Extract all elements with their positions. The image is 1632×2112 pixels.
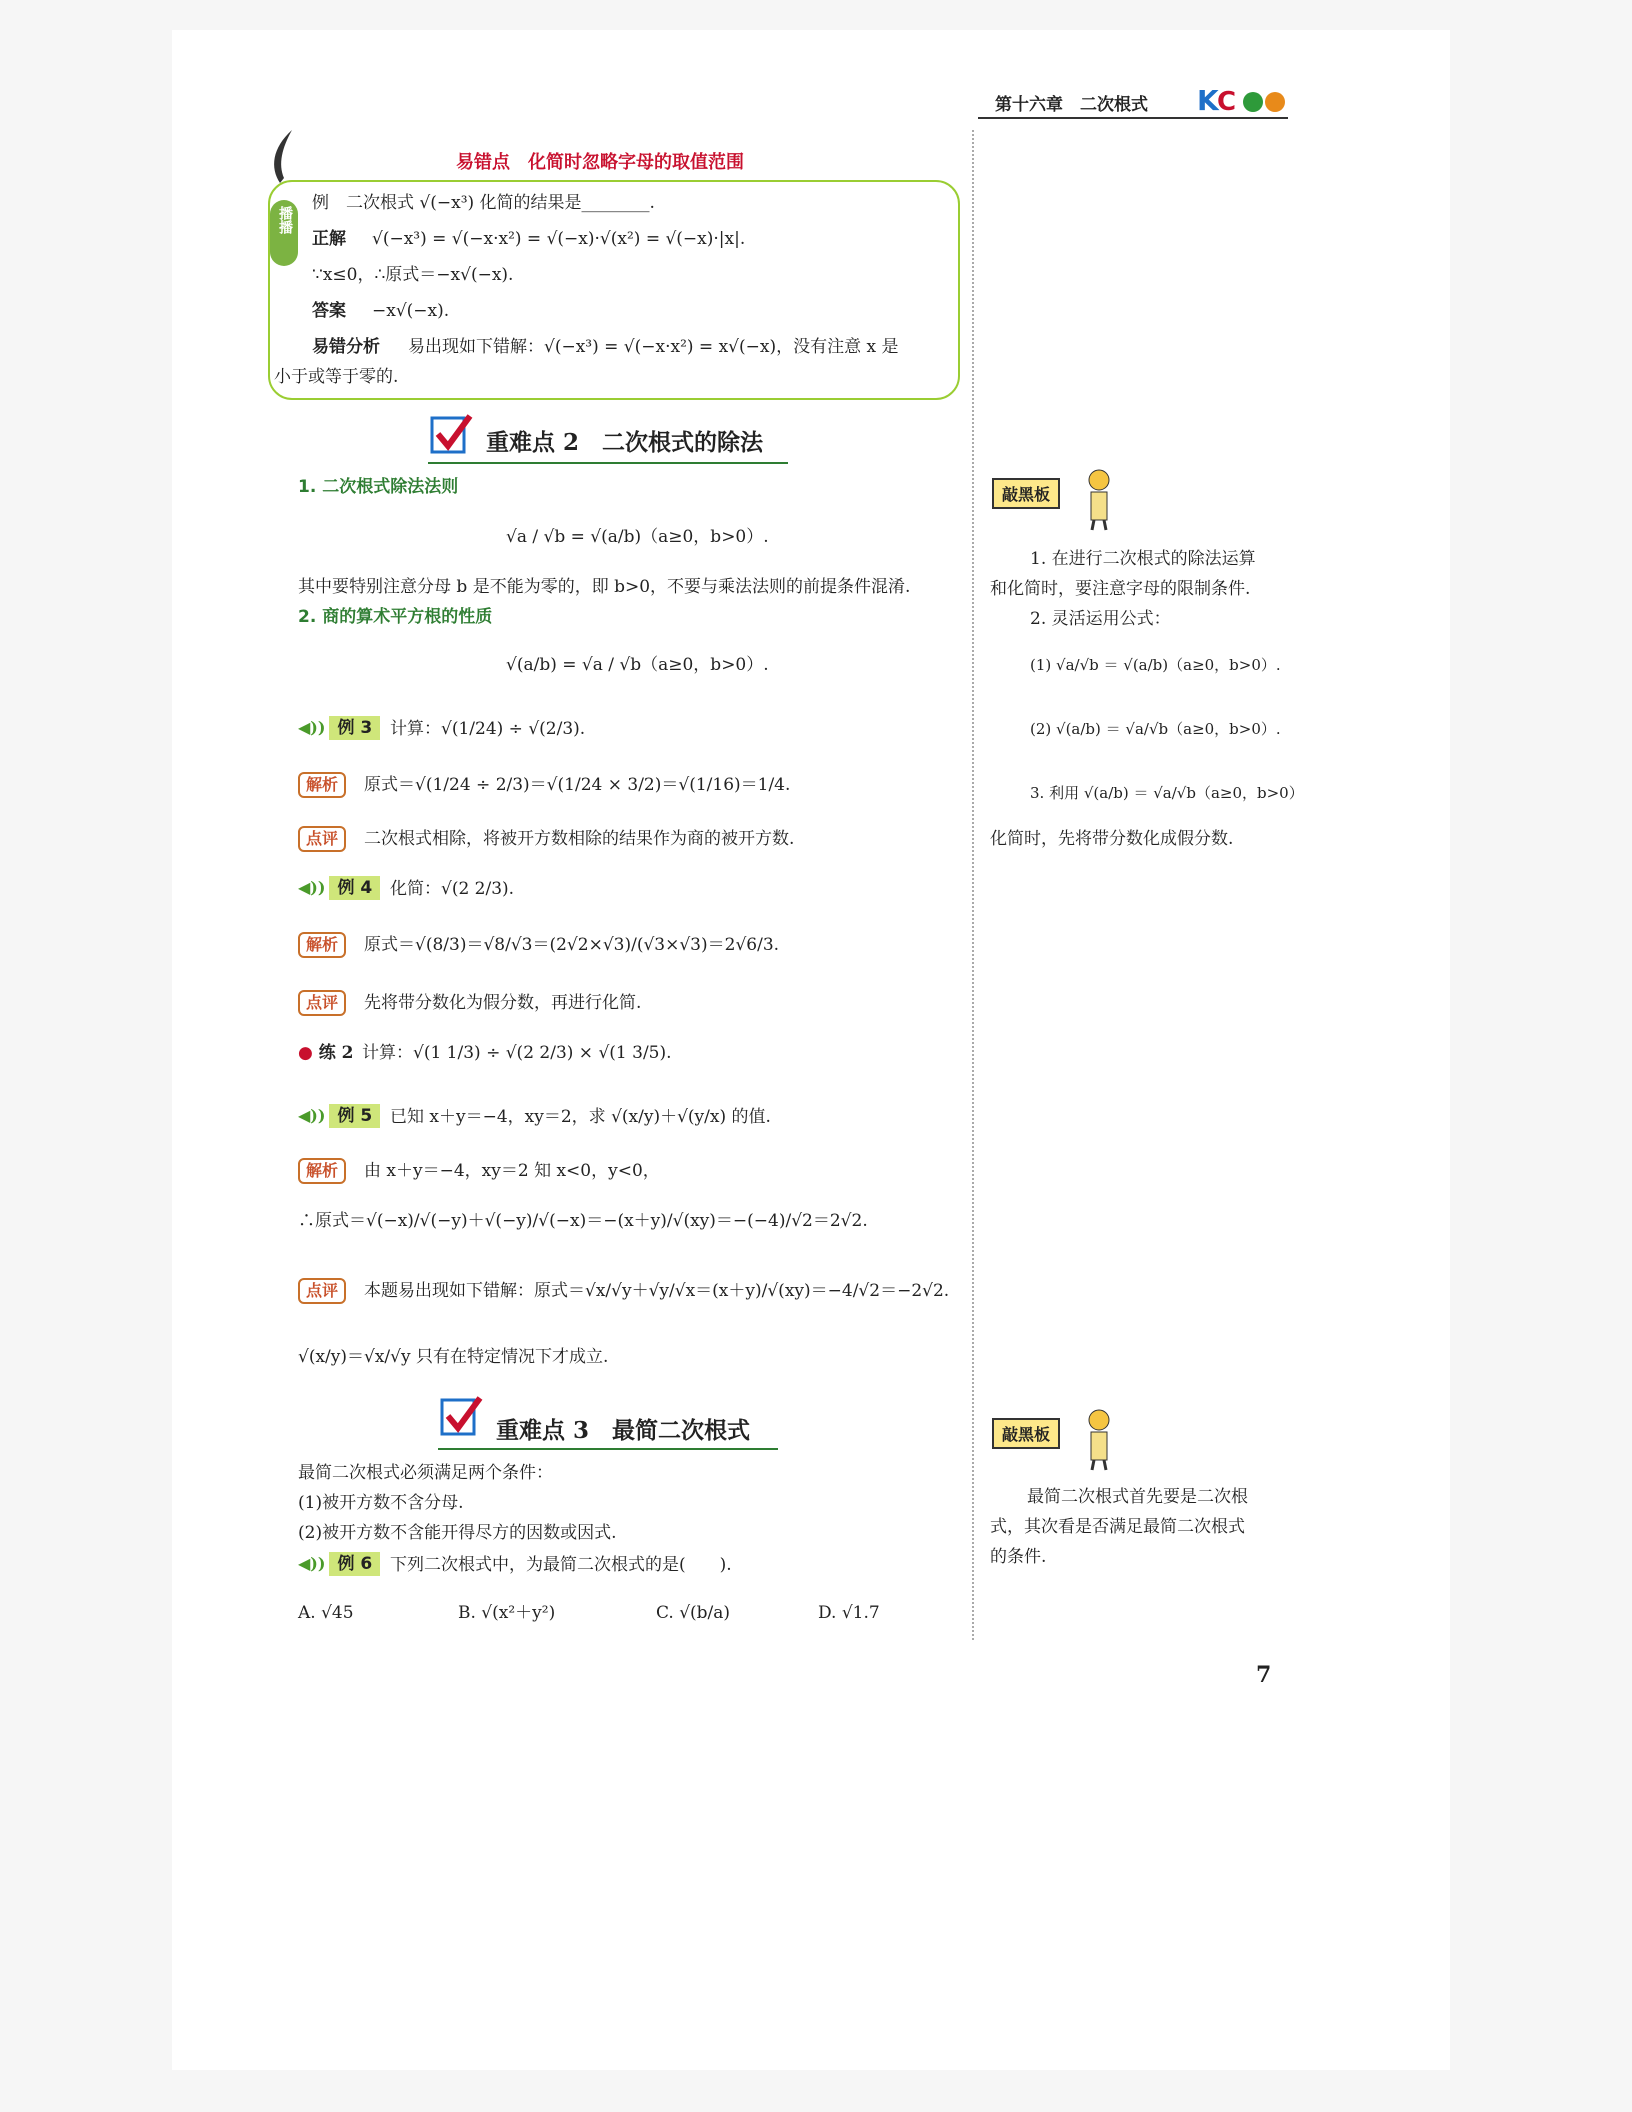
example3-solution: 原式＝√(1/24 ÷ 2/3)＝√(1/24 × 3/2)＝√(1/16)＝1/4.	[364, 775, 791, 795]
practice-marker	[298, 1040, 354, 1066]
sound-icon: ◀))	[298, 1554, 326, 1573]
example6-marker	[298, 1552, 380, 1576]
example5-solution-line1: 由 x＋y＝−4，xy＝2 知 x<0，y<0，	[364, 1161, 660, 1181]
example3-comment: 二次根式相除，将被开方数相除的结果作为商的被开方数.	[364, 829, 795, 849]
example4-comment: 先将带分数化为假分数，再进行化简.	[364, 993, 642, 1013]
example5-comment-cont: √(x/y)＝√x/√y 只有在特定情况下才成立.	[298, 1347, 609, 1367]
example3-text: 计算：√(1/24) ÷ √(2/3).	[390, 719, 586, 739]
sound-icon: ◀))	[298, 1106, 326, 1125]
example5-comment-tag: 点评	[298, 1278, 346, 1304]
rule2-formula: √(a/b) = √a / √b（a≥0，b>0）.	[506, 655, 769, 675]
blackboard-tag-2: 敲黑板	[992, 1418, 1060, 1449]
board1-formula1: (1) √a/√b ＝ √(a/b)（a≥0，b>0）.	[1030, 656, 1281, 674]
chapter-header: 第十六章 二次根式	[995, 95, 1148, 115]
answer-label: 答案	[312, 301, 346, 321]
section2-underline	[428, 462, 788, 464]
practice-text: 计算：√(1 1/3) ÷ √(2 2/3) × √(1 3/5).	[362, 1043, 672, 1063]
practice-label: 练 2	[318, 1043, 354, 1063]
board2-line2: 式，其次看是否满足最简二次根式	[990, 1517, 1245, 1537]
example4-text: 化简：√(2 2/3).	[390, 879, 515, 899]
example5-solution-tag: 解析	[298, 1158, 346, 1184]
board2-line3: 的条件.	[990, 1547, 1047, 1567]
solution-label: 正解	[312, 229, 346, 249]
sound-icon: ◀))	[298, 878, 326, 897]
series-logo	[1195, 82, 1291, 122]
option-b: B. √(x²＋y²)	[458, 1603, 556, 1623]
example5-label: 例 5	[329, 1104, 380, 1128]
example3-solution-tag: 解析	[298, 772, 346, 798]
section3-title: 重难点 3 最简二次根式	[496, 1417, 751, 1444]
analysis-text-cont: 小于或等于零的.	[274, 367, 399, 387]
example3-comment-tag: 点评	[298, 826, 346, 852]
example4-solution: 原式＝√(8/3)＝√8/√3＝(2√2×√3)/(√3×√3)＝2√6/3.	[364, 935, 780, 955]
example5-marker	[298, 1104, 380, 1128]
condition-1: (1)被开方数不含分母.	[298, 1493, 464, 1513]
blackboard-tag-1: 敲黑板	[992, 478, 1060, 509]
option-d: D. √1.7	[818, 1603, 880, 1623]
board1-point1-cont: 和化简时，要注意字母的限制条件.	[990, 579, 1251, 599]
option-a: A. √45	[298, 1603, 354, 1623]
example4-solution-tag: 解析	[298, 932, 346, 958]
section2-title: 重难点 2 二次根式的除法	[486, 429, 764, 456]
example3-label: 例 3	[329, 716, 380, 740]
section3-underline	[438, 1448, 778, 1450]
example5-solution-line2: ∴原式＝√(−x)/√(−y)＋√(−y)/√(−x)＝−(x＋y)/√(xy)＝−(−4)/√2＝2√2.	[298, 1211, 868, 1231]
board1-point1: 1. 在进行二次根式的除法运算	[1030, 549, 1256, 569]
teacher-icon	[1082, 1408, 1116, 1476]
rule2-heading: 2. 商的算术平方根的性质	[298, 607, 493, 627]
example6-text: 下列二次根式中，为最简二次根式的是( ).	[390, 1555, 732, 1575]
example5-comment: 本题易出现如下错解：原式＝√x/√y＋√y/√x＝(x＋y)/√(xy)＝−4/√2＝−2√2.	[364, 1281, 950, 1301]
example4-comment-tag: 点评	[298, 990, 346, 1016]
bobo-badge: 播播	[270, 200, 298, 266]
example4-label: 例 4	[329, 876, 380, 900]
svg-text:K: K	[1197, 84, 1219, 117]
example4-marker	[298, 876, 380, 900]
error-example: 例 二次根式 √(−x³) 化简的结果是________.	[312, 193, 655, 213]
checkmark-icon	[430, 412, 470, 452]
teacher-icon	[1082, 468, 1116, 536]
checkmark-icon	[440, 1394, 480, 1434]
column-divider	[972, 130, 974, 1640]
board1-formula2: (2) √(a/b) ＝ √a/√b（a≥0，b>0）.	[1030, 720, 1281, 738]
pin-icon: ●	[298, 1043, 313, 1063]
error-box-title: 易错点 化简时忽略字母的取值范围	[456, 152, 744, 173]
analysis-text: 易出现如下错解：√(−x³) = √(−x·x²) = x√(−x)，没有注意 x 是	[408, 337, 899, 357]
rule1-heading: 1. 二次根式除法法则	[298, 477, 459, 497]
solution-condition: ∵x≤0，∴原式＝−x√(−x).	[312, 265, 514, 285]
sound-icon: ◀))	[298, 718, 326, 737]
section3-intro: 最简二次根式必须满足两个条件：	[298, 1463, 553, 1483]
rule1-formula: √a / √b = √(a/b)（a≥0，b>0）.	[506, 527, 769, 547]
rule1-note: 其中要特别注意分母 b 是不能为零的，即 b>0，不要与乘法法则的前提条件混淆.	[298, 577, 911, 597]
solution-text: √(−x³) = √(−x·x²) = √(−x)·√(x²) = √(−x)·|x|.	[372, 229, 746, 249]
example3-marker	[298, 716, 380, 740]
board1-point3-cont: 化简时，先将带分数化成假分数.	[990, 829, 1234, 849]
answer-text: −x√(−x).	[372, 301, 450, 321]
condition-2: (2)被开方数不含能开得尽方的因数或因式.	[298, 1523, 617, 1543]
board1-point2: 2. 灵活运用公式：	[1030, 609, 1171, 629]
page-number: 7	[1256, 1662, 1272, 1688]
header-rule	[978, 117, 1288, 119]
example5-text: 已知 x＋y＝−4，xy＝2，求 √(x/y)＋√(y/x) 的值.	[390, 1107, 771, 1127]
svg-text:C: C	[1217, 87, 1237, 117]
example6-label: 例 6	[329, 1552, 380, 1576]
analysis-label: 易错分析	[312, 337, 380, 357]
board2-line1: 最简二次根式首先要是二次根	[1010, 1487, 1248, 1507]
option-c: C. √(b/a)	[656, 1603, 731, 1623]
board1-point3: 3. 利用 √(a/b) ＝ √a/√b（a≥0，b>0）	[1030, 784, 1304, 802]
